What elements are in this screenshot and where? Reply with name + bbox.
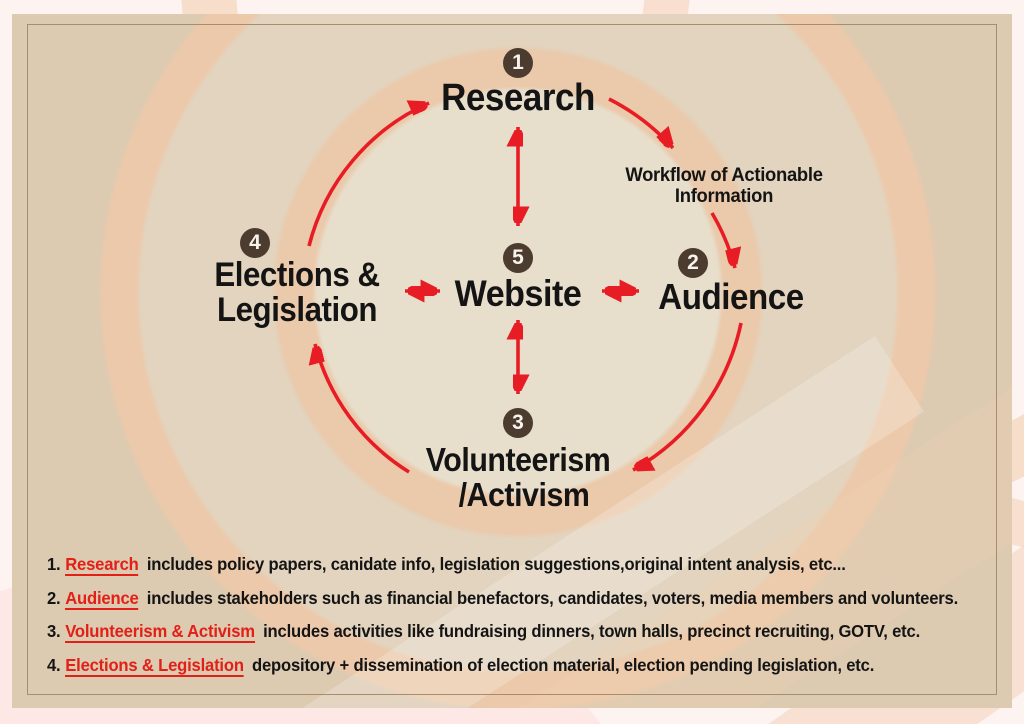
- legend-item-audience: [47, 582, 958, 616]
- legend-text: depository + dissemination of election material, election pending legislation, etc.: [252, 654, 875, 675]
- step-badge-audience: 2: [678, 248, 708, 278]
- step-badge-website: 5: [503, 243, 533, 273]
- node-volunteerism-line1: Volunteerism: [425, 441, 611, 478]
- legend-item-volunteerism: [47, 615, 958, 649]
- diagram-caption: [625, 165, 822, 207]
- legend-item-elections: [47, 649, 958, 683]
- node-audience: Audience: [658, 276, 804, 317]
- legend: [47, 548, 1006, 682]
- node-volunteerism-line2: /Activism: [458, 476, 590, 513]
- legend-keyword: Audience: [65, 587, 139, 608]
- step-badge-research: 1: [503, 48, 533, 78]
- legend-item-research: [47, 548, 958, 582]
- legend-keyword: Research: [65, 554, 139, 574]
- legend-keyword: Volunteerism & Activism: [65, 621, 255, 642]
- step-badge-elections: 4: [240, 228, 270, 258]
- legend-keyword: Elections & Legislation: [65, 654, 244, 675]
- caption-line1: Workflow of Actionable: [625, 165, 823, 186]
- legend-number: 4.: [47, 654, 61, 675]
- node-elections-line2: Legislation: [216, 291, 378, 329]
- legend-text: includes activities like fundraising dinners, town halls, precinct recruiting, GOTV, etc.: [263, 621, 921, 642]
- node-elections-line1: Elections &: [214, 256, 380, 294]
- legend-text: includes stakeholders such as financial benefactors, candidates, voters, media members and volunteers.: [146, 587, 959, 608]
- step-badge-volunteerism: 3: [503, 408, 533, 438]
- legend-number: 1.: [47, 554, 61, 574]
- node-research: Research: [441, 77, 595, 119]
- caption-line2: Information: [674, 186, 774, 207]
- legend-text: includes policy papers, canidate info, legislation suggestions,original intent analysis, etc...: [146, 554, 846, 574]
- legend-number: 3.: [47, 621, 61, 642]
- legend-number: 2.: [47, 587, 61, 608]
- node-website: Website: [454, 273, 582, 314]
